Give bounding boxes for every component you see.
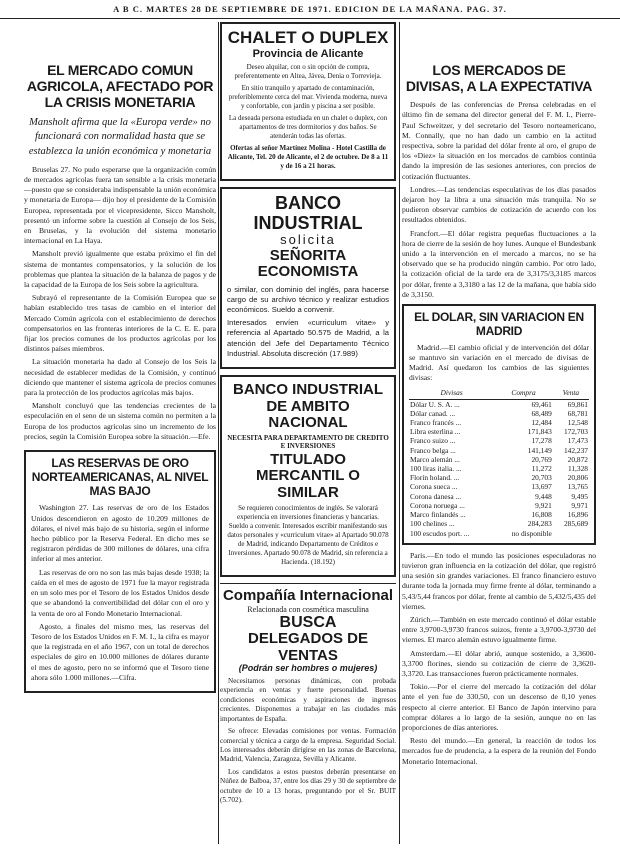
- sell-rate: [553, 529, 589, 538]
- currency-name: Marco alemán ...: [410, 454, 460, 464]
- gold-reserves-box: [24, 450, 216, 693]
- table-row: [409, 455, 589, 464]
- buy-rate: 171,843: [527, 427, 552, 437]
- currency-name: 100 liras italia. ...: [410, 464, 462, 474]
- sell-rate: 69,861: [567, 399, 588, 409]
- buy-rate: 68,489: [531, 408, 552, 418]
- sell-rate: 12,548: [567, 418, 588, 428]
- paragraph: Amsterdam.—El dólar abrió, aunque sostenido, a 3,3600-3,3700 florines, siendo su cotización de cierre de 3,3620-3,3720. Las transacciones fueron prácticamente normales.: [402, 648, 596, 678]
- ad-subtitle: (Podrán ser hombres o mujeres): [238, 663, 378, 674]
- paragraph: Tokio.—Por el cierre del mercado la cotización del dólar ante el yen fue de 330,50, con un descenso de 0,10 yenes respecto al cierre anterior. El Banco de Japón intervino para comprar dólares a lo largo de la sesión, aunque no en las proporciones de días anteriores.: [402, 682, 596, 732]
- article-headline: LOS MERCADOS DE DIVISAS, A LA EXPECTATIVA: [405, 62, 593, 95]
- currency-name: 100 chelines ...: [410, 519, 455, 529]
- buy-rate: 16,808: [531, 510, 552, 520]
- sell-rate: 285,689: [563, 519, 588, 529]
- table-row: [409, 510, 589, 519]
- box-headline: LAS RESERVAS DE ORO NORTEAMERICANAS, AL NIVEL MAS BAJO: [31, 456, 209, 498]
- ad-title: DELEGADOS DE VENTAS: [247, 630, 368, 664]
- ad-banco-titulado: [220, 375, 396, 577]
- sell-rate: 16,896: [567, 510, 588, 520]
- currency-name: Corona danesa ...: [410, 491, 462, 501]
- column-header: Venta: [553, 387, 589, 399]
- ad-subtitle: solicita: [280, 232, 336, 248]
- column-right: [402, 22, 596, 770]
- paragraph: París.—En todo el mundo las posiciones especuladoras no tuvieron gran influencia en la cotización del dólar, que registró una sesión sin grandes variaciones. El franco financiero estuvo durante toda la jornada muy firme frente al dólar, terminando a 5,43/5,44 francos por dólar, frente al cambio de 5,432/5,435 del viernes.: [402, 550, 596, 611]
- fx-rates-box: [402, 304, 596, 545]
- buy-rate: 20,769: [531, 454, 552, 464]
- ad-chalet: [220, 22, 396, 181]
- paragraph: Mansholt previó igualmente que estaba próximo el fin del sistema de montantes compensatorios, y la solución de los problemas que plantea la situación de la balanza de pagos y de la capacidad de la Europa de los Seis sobre la agricultura.: [24, 249, 216, 290]
- sell-rate: 9,495: [571, 491, 588, 501]
- fx-table: [409, 387, 589, 537]
- ad-body: [227, 285, 389, 359]
- column-left: [24, 22, 216, 699]
- currency-name: Franco suizo ...: [410, 436, 456, 446]
- currency-name: Franco belga ...: [410, 445, 456, 455]
- paragraph: Mansholt concluyó que las tendencias crecientes de la especulación en el seno de un sistema común no permiten a la Europa de los productos agrícolas sino un incremento de los precios, según la Comisión Europea sobre la situación.—Efe.: [24, 401, 216, 441]
- box-body: [31, 503, 209, 682]
- paragraph: Interesados envíen «curriculum vitae» y referencia al Apartado 50.575 de Madrid, a la atención del Jefe del Departamento Técnico Industrial. Absoluta discreción (17.989): [227, 318, 389, 358]
- sell-rate: 20,872: [567, 454, 588, 464]
- box-headline: EL DOLAR, SIN VARIACION EN MADRID: [414, 310, 584, 338]
- ad-title: TITULADO MERCANTIL O SIMILAR: [256, 450, 360, 501]
- paragraph: Se ofrece: Elevadas comisiones por ventas. Formación comercial y técnica a cargo de la empresa. Seguridad Social. Los interesados deberán dirigirse en las zonas de Barcelona, Madrid, Valencia, Zaragoza, Sevilla y Alicante.: [220, 727, 396, 764]
- column-middle: [220, 22, 396, 808]
- paragraph: o similar, con dominio del inglés, para hacerse cargo de su archivo técnico y realizar estudios económicos. Sueldo a convenir.: [227, 284, 389, 315]
- table-row: [409, 519, 589, 528]
- paragraph: Ofertas al señor Martínez Molina - Hotel Castilla de Alicante, Tel. 20 de Alicante, el 2 de octubre. De 8 a 11 y de 16 a 21 horas.: [227, 143, 389, 170]
- currency-name: Florín holand. ...: [410, 473, 460, 483]
- paragraph: Las reservas de oro no son las más bajas desde 1938; la caída en el mes de agosto de 1971 fue la mayor registrada en un solo mes por el Tesoro de los Estados Unidos desde que se abandonó la convertibilidad del dólar con el oro y la venta de oro al Fondo Monetario Internacional.: [31, 567, 209, 618]
- buy-rate: no disponible: [511, 528, 552, 538]
- table-row: [409, 492, 589, 501]
- table-row: [409, 399, 589, 409]
- table-row: [409, 446, 589, 455]
- sell-rate: 17,473: [567, 436, 588, 446]
- sell-rate: 20,806: [567, 473, 588, 483]
- paragraph: Londres.—Las tendencias especulativas de los días pasados dejaron hoy la libra a una situación más tranquila. No se pudieron observar cambios de cotización de acuerdo con los resultados obtenidos.: [402, 184, 596, 225]
- table-row: [409, 529, 589, 538]
- buy-rate: 20,703: [531, 473, 552, 483]
- table-row: [409, 427, 589, 436]
- currency-name: Corona noruega ...: [410, 500, 465, 510]
- paragraph: Subrayó el representante de la Comisión Europea que se habían establecido tres tasas de cambio en el interior del Mercado Común agrícola con el establecimiento de derechos compensatorios en las fronteras interiores de la C. E. E. para fijar los precios comunes de los productos agrícolas por los distintos países miembros.: [24, 293, 216, 354]
- buy-rate: 9,921: [535, 500, 552, 510]
- buy-rate: 69,461: [531, 399, 552, 409]
- sell-rate: 142,237: [563, 445, 588, 455]
- fx-table-body: [409, 399, 589, 538]
- paragraph: En sitio tranquilo y apartado de contaminación, preferiblemente cerca del mar. Vivienda moderna, nueva y confortable, con jardín y piscina a ser posible.: [228, 83, 388, 110]
- paragraph: Francfort.—El dólar registra pequeñas fluctuaciones a la hora de cierre de la sesión de hoy lunes. Aunque el Bundesbank unido a la intervención en el mercado a marcos, no se ha observado que se ha producido ningún cambio. Por otro lado, la cotización oficial de la tarde era de 3,3175/3,3185 marcos por dólar, frente a 3,3180 a las 12 de la mañana, que había sido de 3,3150.: [402, 228, 596, 299]
- paragraph: Los candidatos a estos puestos deberán presentarse en Núñez de Balboa, 37, entre los días 29 y 30 de septiembre de octubre de 10 a 13 horas, preguntando por el Sr. BUIT (5.702).: [220, 767, 396, 804]
- column-header: Compra: [494, 387, 552, 399]
- paragraph: Madrid.—El cambio oficial y de intervención del dólar se mantuvo sin variación en el mercado de divisas de Madrid. Así quedaron los cambios de las siguientes divisas:: [409, 342, 589, 383]
- paragraph: La deseada persona estudiada en un chalet o duplex, con apartamentos de tres dormitorios y dos baños. Se atenderán todas las ofertas.: [228, 113, 388, 140]
- buy-rate: 141,149: [527, 445, 552, 455]
- buy-rate: 13,697: [531, 482, 552, 492]
- paragraph: Zúrich.—También en este mercado continuó el dólar estable entre 3,9700-3,9730 francos suizos, frente a 3,9700-3,9730 del viernes. El marco alemán estuvo igualmente firme.: [402, 614, 596, 645]
- sell-rate: 13,765: [567, 482, 588, 492]
- ad-title: BANCO INDUSTRIAL DE AMBITO NACIONAL: [233, 381, 383, 432]
- table-row: [409, 418, 589, 427]
- article-subheadline: Mansholt afirma que la «Europa verde» no funcionará con normalidad hasta que se establezca la unión económica y monetaria: [28, 117, 212, 157]
- ad-banco-economista: [220, 187, 396, 369]
- paragraph: Se requieren conocimientos de inglés. Se valorará experiencia en inversiones financieras y bancarias. Sueldo a convenir. Interesados escribir manifestando sus datos personales y «curriculum vitae» al Apartado 90.078 de Madrid, indicando Departamento de Créditos e Inversiones. Apartado 90.078 de Madrid, sin referencia a Hacienda. (18.192): [227, 504, 389, 567]
- box-intro: [409, 343, 589, 384]
- sell-rate: 11,328: [567, 464, 588, 474]
- buy-rate: 17,278: [531, 436, 552, 446]
- ad-body: [227, 63, 389, 171]
- currency-name: Marco finlandés ...: [410, 510, 466, 520]
- article-body: [402, 100, 596, 300]
- table-row: [409, 436, 589, 445]
- sell-rate: 9,971: [571, 500, 588, 510]
- currency-name: Franco francés ...: [410, 418, 462, 428]
- ad-title: BANCO INDUSTRIAL: [253, 192, 363, 233]
- ad-title: Compañía Internacional: [222, 587, 394, 605]
- sell-rate: 68,781: [567, 408, 588, 418]
- buy-rate: 9,448: [535, 491, 552, 501]
- ad-subtitle: NECESITA PARA DEPARTAMENTO DE CREDITO E INVERSIONES: [227, 433, 389, 450]
- fx-table-header: [409, 387, 589, 399]
- article-body: [24, 165, 216, 442]
- table-row: [409, 464, 589, 473]
- ad-compania-internacional: [220, 583, 396, 805]
- ad-subtitle: Relacionada con cosmética masculina: [247, 604, 369, 614]
- ad-title: BUSCA: [279, 613, 337, 631]
- table-row: [409, 482, 589, 491]
- ad-title: CHALET O DUPLEX: [227, 28, 389, 47]
- buy-rate: 284,283: [527, 519, 552, 529]
- column-divider: [218, 22, 219, 844]
- buy-rate: 12,484: [531, 418, 552, 428]
- sell-rate: 172,703: [563, 427, 588, 437]
- paragraph: Bruselas 27. No pudo esperarse que la organización común de mercados agrícolas fuera tan sensible a la crisis monetaria —puesto que se consideraba indispensable la unión económica y monetaria de Europa— dijo hoy el presidente de la Comisión Europea, representada por el vicepresidente, Sicco Mansholt, presentó un informe sobre la cuestión al Consejo de los Seis, en Bruselas, y la evolución del sistema monetario internacional en La Haya.: [24, 164, 216, 246]
- paragraph: Necesitamos personas dinámicas, con probada experiencia en ventas y fuerte personalidad. Buenas condiciones económicas y aspiraciones de ingresos crecientes. Disponemos a trabajar en las ciudades más importantes de España.: [220, 677, 396, 723]
- currency-name: Dólar U. S. A. ...: [410, 399, 460, 409]
- table-row: [409, 473, 589, 482]
- table-row: [409, 409, 589, 418]
- paragraph: Después de las conferencias de Prensa celebradas en el último fin de semana del director general del F. M. I., Pierre-Paul Schweitzer, y del secretario del Tesoro norteamericano, M. Connally, que no han dado un cambio en la actitud respectiva, sobre la paridad del dólar frente al oro, el grupo de los «Diez» la situación en los mercados de cambios continúa dando la impresión de las sesiones anteriores, con precios de cotización fluctuantes.: [402, 100, 596, 181]
- paragraph: Resto del mundo.—En general, la reacción de todos los mercados fue de prudencia, a la espera de la reunión del Fondo Monetario Internacional.: [402, 736, 596, 766]
- ad-body: [227, 504, 389, 567]
- ad-subtitle: Provincia de Alicante: [252, 47, 364, 60]
- ad-title: SEÑORITA ECONOMISTA: [257, 246, 359, 281]
- paragraph: La situación monetaria ha dado al Consejo de los Seis la necesidad de establecer medidas de la Comisión, y continuó diciendo que mantener el sistema agrícola de precios comunes para la protección de los productos agrícolas más bajos.: [24, 357, 216, 398]
- currency-name: Libra esterlina ...: [410, 427, 461, 437]
- column-header: Divisas: [409, 387, 494, 399]
- article-headline: EL MERCADO COMUN AGRICOLA, AFECTADO POR LA CRISIS MONETARIA: [26, 62, 214, 111]
- paragraph: Washington 27. Las reservas de oro de los Estados Unidos descendieron en agosto de 10.209 millones de dólares, el nivel más bajo de su historia, según el informe hecho público por la Reserva Federal. En dicho mes se registraron pérdidas de 300 millones de dólares, una cifra inferior al mes anterior.: [31, 503, 209, 564]
- currency-name: 100 escudos port. ...: [410, 528, 470, 538]
- article-body-continued: [402, 551, 596, 767]
- paragraph: Agosto, a finales del mismo mes, las reservas del Tesoro de los Estados Unidos en F. M. I., la cifra es mayor que la registrada en el año 1967, con un total de derechos especiales de giro en 10.000 millones de dólares durante el mes de agosto, pero no se informó que el Tesoro tiene ahora sólo 1.000 millones.—Cifra.: [31, 621, 209, 682]
- ad-body: [220, 677, 396, 805]
- currency-name: Corona sueca ...: [410, 482, 458, 492]
- page-header: A B C. MARTES 28 DE SEPTIEMBRE DE 1971. EDICION DE LA MAÑANA. PAG. 37.: [0, 0, 620, 19]
- paragraph: Deseo alquilar, con o sin opción de compra, preferentemente en Altea, Jávea, Denia o Torrevieja.: [234, 62, 382, 80]
- table-row: [409, 501, 589, 510]
- buy-rate: 11,272: [531, 464, 552, 474]
- currency-name: Dólar canad. ...: [410, 408, 456, 418]
- column-divider: [399, 22, 400, 844]
